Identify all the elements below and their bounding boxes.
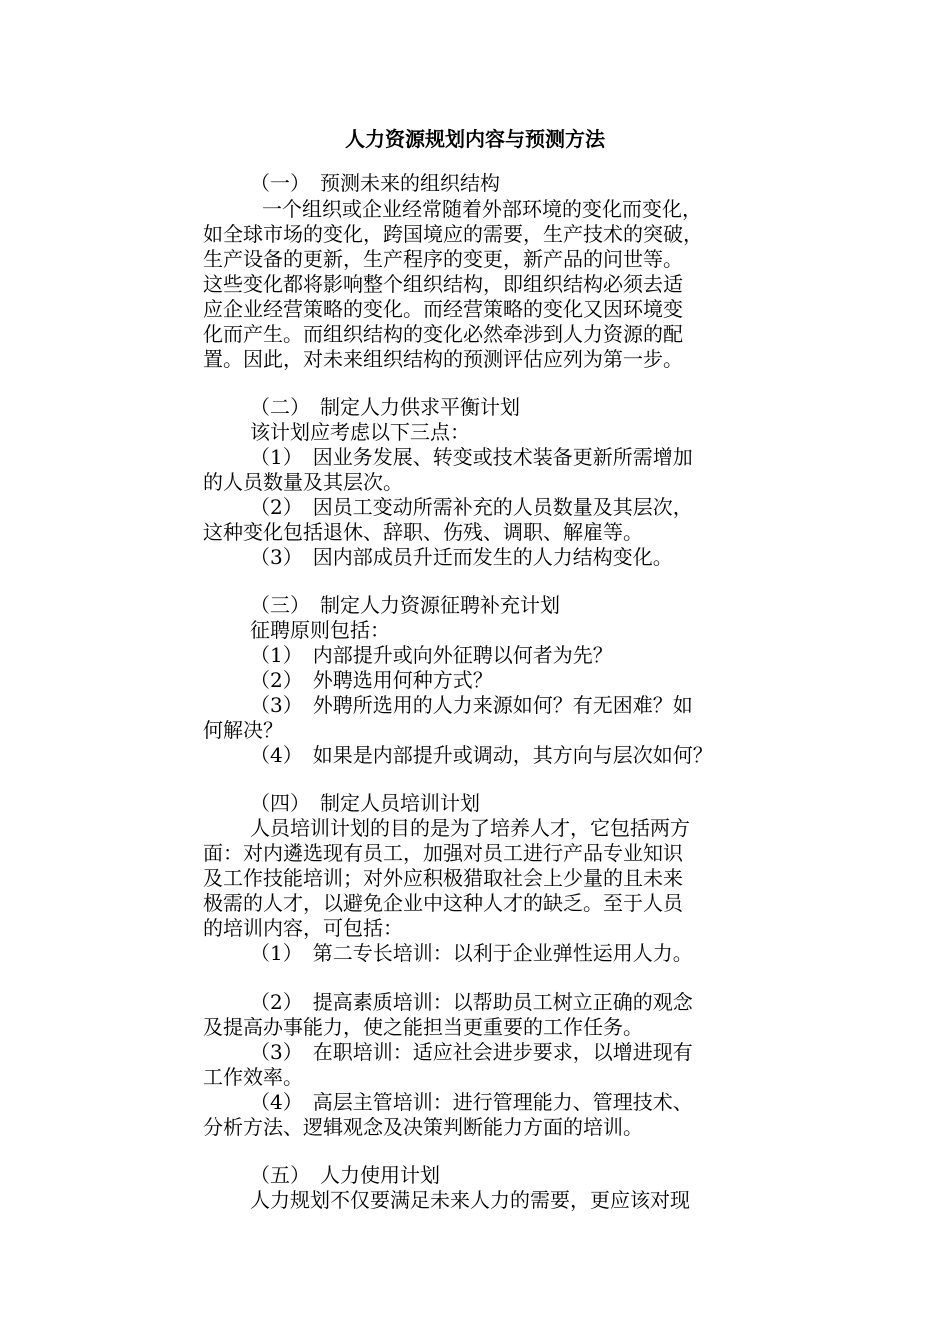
list-item: （2） 外聘选用何种方式？ xyxy=(250,668,493,692)
list-item: （2） 因员工变动所需补充的人员数量及其层次， xyxy=(250,495,693,519)
section-4-heading: （四） 制定人员培训计划 xyxy=(250,791,480,815)
list-item: （3） 在职培训：适应社会进步要求，以增进现有 xyxy=(250,1040,693,1064)
paragraph-line: 征聘原则包括： xyxy=(250,618,390,642)
section-2-heading: （二） 制定人力供求平衡计划 xyxy=(250,395,520,419)
paragraph-line: 人力规划不仅要满足未来人力的需要，更应该对现 xyxy=(250,1188,690,1212)
paragraph-line: 的人员数量及其层次。 xyxy=(203,470,403,494)
list-item: （2） 提高素质培训：以帮助员工树立正确的观念 xyxy=(250,990,693,1014)
list-item: （3） 外聘所选用的人力来源如何？有无困难？如 xyxy=(250,693,693,717)
section-5-heading: （五） 人力使用计划 xyxy=(250,1163,440,1187)
paragraph-line: 这些变化都将影响整个组织结构，即组织结构必须去适 xyxy=(203,272,683,296)
paragraph-line: 何解决？ xyxy=(203,718,283,742)
list-item: （1） 内部提升或向外征聘以何者为先？ xyxy=(250,643,613,667)
list-item: （1） 第二专长培训：以利于企业弹性运用人力。 xyxy=(250,941,693,965)
paragraph-line: 及工作技能培训；对外应积极猎取社会上少量的且未来 xyxy=(203,866,683,890)
paragraph-line: 置。因此，对未来组织结构的预测评估应列为第一步。 xyxy=(203,347,683,371)
list-item: （4） 高层主管培训：进行管理能力、管理技术、 xyxy=(250,1090,693,1114)
paragraph-line: 该计划应考虑以下三点： xyxy=(250,420,470,444)
paragraph-line: 化而产生。而组织结构的变化必然牵涉到人力资源的配 xyxy=(203,322,683,346)
list-item: （4） 如果是内部提升或调动，其方向与层次如何？ xyxy=(250,743,713,767)
paragraph-line: 生产设备的更新，生产程序的变更，新产品的问世等。 xyxy=(203,247,683,271)
paragraph-line: 极需的人才，以避免企业中这种人才的缺乏。至于人员 xyxy=(203,891,683,915)
paragraph-line: 如全球市场的变化，跨国境应的需要，生产技术的突破， xyxy=(203,222,703,246)
list-item: （3） 因内部成员升迁而发生的人力结构变化。 xyxy=(250,545,673,569)
paragraph-line: 工作效率。 xyxy=(203,1065,303,1089)
paragraph-line: 应企业经营策略的变化。而经营策略的变化又因环境变 xyxy=(203,297,683,321)
list-item: （1） 因业务发展、转变或技术装备更新所需增加 xyxy=(250,445,693,469)
section-3-heading: （三） 制定人力资源征聘补充计划 xyxy=(250,593,560,617)
paragraph-line: 这种变化包括退休、辞职、伤残、调职、解雇等。 xyxy=(203,520,643,544)
paragraph-line: 面：对内遴选现有员工，加强对员工进行产品专业知识 xyxy=(203,841,683,865)
paragraph-line: 分析方法、逻辑观念及决策判断能力方面的培训。 xyxy=(203,1115,643,1139)
paragraph-line: 及提高办事能力，使之能担当更重要的工作任务。 xyxy=(203,1015,643,1039)
paragraph-line: 一个组织或企业经常随着外部环境的变化而变化， xyxy=(262,197,702,221)
paragraph-line: 人员培训计划的目的是为了培养人才，它包括两方 xyxy=(250,816,690,840)
document-title: 人力资源规划内容与预测方法 xyxy=(345,127,605,151)
section-1-heading: （一） 预测未来的组织结构 xyxy=(250,171,500,195)
paragraph-line: 的培训内容，可包括： xyxy=(203,916,403,940)
